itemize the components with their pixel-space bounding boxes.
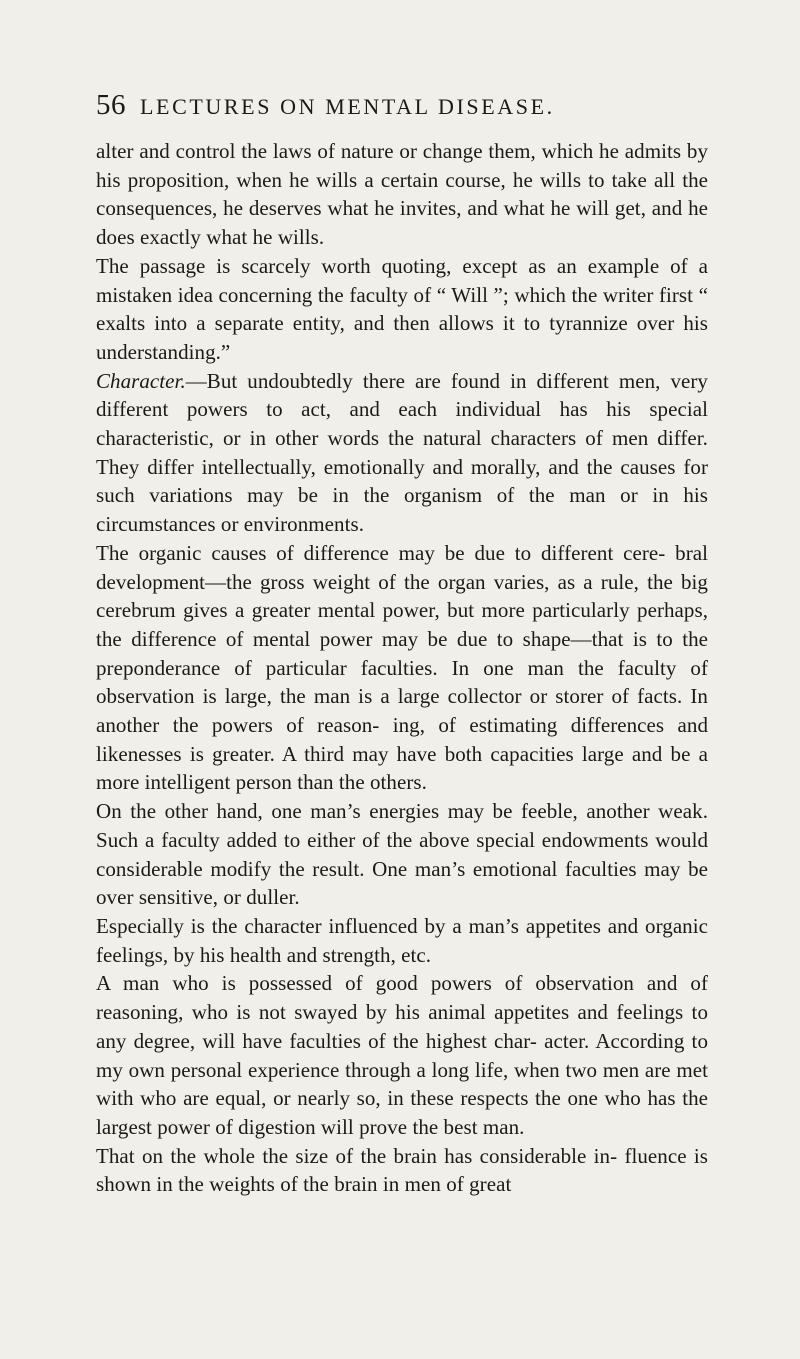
paragraph-text: On the other hand, one man’s energies may be feeble, another weak. Such a faculty added to either of the above special endowments would considerable modify the result. One man’s emotional faculties may be over sensitive, or duller. (96, 799, 708, 910)
paragraph-text: That on the whole the size of the brain has considerable in- fluence is shown in the weights of the brain in men of great (96, 1143, 708, 1197)
running-title: LECTURES ON MENTAL DISEASE. (140, 94, 555, 119)
paragraph-7 (96, 969, 708, 1141)
paragraph-8 (96, 1142, 708, 1199)
paragraph-2 (96, 252, 708, 367)
paragraph-3 (96, 367, 708, 539)
page-number: 56 (96, 89, 126, 121)
paragraph-text: Especially is the character influenced by a man’s appetites and organic feelings, by his health and strength, etc. (96, 913, 708, 967)
paragraph-5 (96, 797, 708, 912)
paragraph-6 (96, 912, 708, 969)
paragraph-text: The passage is scarcely worth quoting, except as an example of a mistaken idea concerning the faculty of “ Will ”; which the writer first “ exalts into a separate entity, and then allows it to tyrannize over his understanding.” (96, 253, 708, 364)
paragraph-text: alter and control the laws of nature or change them, which he admits by his proposition, when he wills a certain course, he wills to take all the consequences, he deserves what he invites, and what he will get, and he does exactly what he wills. (96, 139, 708, 250)
paragraph-text: —But undoubtedly there are found in different men, very different powers to act, and each individual has his special characteristic, or in other words the natural characters of men differ. They differ intellectually, emotionally and morally, and the causes for such variations may be in the organism of the man or in his circumstances or environments. (96, 368, 708, 537)
page-header (96, 88, 716, 128)
body-text (96, 137, 708, 1199)
section-heading-character: Character. (96, 368, 186, 393)
paragraph-text: The organic causes of difference may be due to different cere- bral development—the gross weight of the organ varies, as a rule, the big cerebrum gives a greater mental power, but more particularly perhaps, the difference of mental power may be due to shape—that is to the preponderance of particular faculties. In one man the faculty of observation is large, the man is a large collector or storer of facts. In another the powers of reason- ing, of estimating differences and likenesses is greater. A third may have both capacities large and be a more intelligent person than the others. (96, 540, 708, 795)
paragraph-4 (96, 539, 708, 797)
paragraph-1 (96, 137, 708, 252)
paragraph-text: A man who is possessed of good powers of observation and of reasoning, who is not swayed by his animal appetites and feelings to any degree, will have faculties of the highest char- acter. According to my own personal experience through a long life, when two men are met with who are equal, or nearly so, in these respects the one who has the largest power of digestion will prove the best man. (96, 971, 708, 1139)
